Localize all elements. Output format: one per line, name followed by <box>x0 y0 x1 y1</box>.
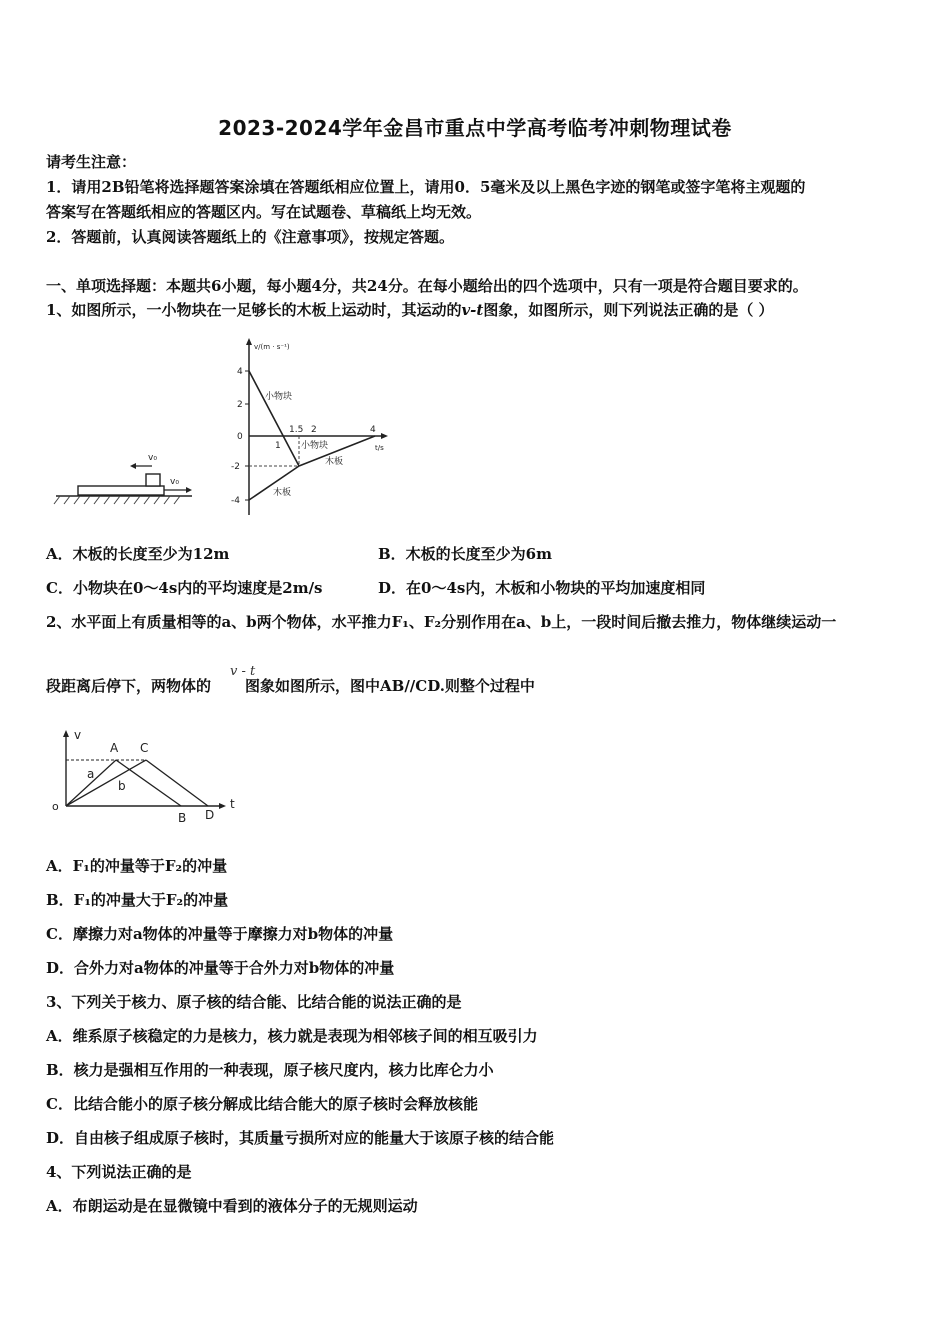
y-tick-neg2: -2 <box>231 462 240 472</box>
y-axis-label: v/(m · s⁻¹) <box>254 343 290 351</box>
q2-y-label: v <box>74 728 82 742</box>
small-block <box>146 474 160 486</box>
x-tick-1: 1 <box>275 441 281 451</box>
section-heading: 一、单项选择题：本题共6小题，每小题4分，共24分。在每小题给出的四个选项中，只有一项是符合题目要求的。 <box>46 277 808 295</box>
line-b-rise <box>66 760 146 806</box>
question-1-stem <box>46 300 774 320</box>
q1-stem-vt: v-t <box>461 301 484 319</box>
q2-vt-graph <box>50 722 250 832</box>
point-a-label: A <box>110 741 119 755</box>
q1-stem-b: 图象，如图所示，则下列说法正确的是（ ） <box>483 301 774 319</box>
x-tick-4: 4 <box>370 425 376 435</box>
y-tick-0: 0 <box>237 432 243 442</box>
question-2-stem-b <box>46 676 535 696</box>
q1-vt-graph <box>225 335 400 520</box>
q2-option-b[interactable]: B．F₁的冲量大于F₂的冲量 <box>46 891 229 909</box>
block-line <box>249 371 299 466</box>
block-v0-label: v₀ <box>148 453 157 463</box>
notice-line-2: 2．答题前，认真阅读答题纸上的《注意事项》，按规定答题。 <box>46 228 454 246</box>
q3-option-d[interactable]: D．自由核子组成原子核时，其质量亏损所对应的能量大于该原子核的结合能 <box>46 1129 555 1147</box>
series-b-label: b <box>118 779 126 793</box>
label-board-lower: 木板 <box>273 488 292 498</box>
q1-stem-a: 1、如图所示，一小物块在一足够长的木板上运动时，其运动的 <box>46 301 462 319</box>
y-tick-4: 4 <box>237 367 243 377</box>
label-block-lower: 小物块 <box>301 441 329 451</box>
q2-x-label: t <box>230 797 235 811</box>
page-title: 2023-2024学年金昌市重点中学高考临考冲刺物理试卷 <box>218 116 732 140</box>
q1-option-b[interactable]: B．木板的长度至少为6m <box>378 545 552 563</box>
line-a-fall <box>116 760 181 806</box>
series-a-label: a <box>87 767 95 781</box>
q4-option-a[interactable]: A．布朗运动是在显微镜中看到的液体分子的无规则运动 <box>46 1197 418 1215</box>
q3-option-a[interactable]: A．维系原子核稳定的力是核力，核力就是表现为相邻核子间的相互吸引力 <box>46 1027 538 1045</box>
q2-vt-label: v - t <box>230 664 256 679</box>
x-tick-1.5: 1.5 <box>289 425 304 435</box>
q2-option-a[interactable]: A．F₁的冲量等于F₂的冲量 <box>46 857 228 875</box>
board <box>78 486 164 495</box>
q1-block-figure <box>52 444 202 508</box>
q2-stem-b2: 图象如图所示，图中AB//CD.则整个过程中 <box>245 677 535 695</box>
label-block-upper: 小物块 <box>265 392 293 402</box>
notice-line-1: 1．请用2B铅笔将选择题答案涂填在答题纸相应位置上，请用0．5毫米及以上黑色字迹的钢笔或签字笔将主观题的 <box>46 178 806 196</box>
q1-option-d[interactable]: D．在0～4s内，木板和小物块的平均加速度相同 <box>378 579 706 597</box>
y-tick-neg4: -4 <box>231 496 240 506</box>
q2-origin-label: o <box>52 800 59 813</box>
notice-heading: 请考生注意： <box>46 153 137 171</box>
label-board-right: 木板 <box>325 457 344 467</box>
x-tick-2: 2 <box>311 425 317 435</box>
point-b-label: B <box>178 811 187 825</box>
q1-option-c[interactable]: C．小物块在0～4s内的平均速度是2m/s <box>46 579 323 597</box>
q3-option-b[interactable]: B．核力是强相互作用的一种表现，原子核尺度内，核力比库仑力小 <box>46 1061 494 1079</box>
y-tick-2: 2 <box>237 400 243 410</box>
notice-line-1b: 答案写在答题纸相应的答题区内。写在试题卷、草稿纸上均无效。 <box>46 203 482 221</box>
q2-option-d[interactable]: D．合外力对a物体的冲量等于合外力对b物体的冲量 <box>46 959 395 977</box>
q1-option-a[interactable]: A．木板的长度至少为12m <box>46 545 230 563</box>
q2-stem-b1: 段距离后停下，两物体的 <box>46 677 212 695</box>
line-b-fall <box>146 760 208 806</box>
x-axis-label: t/s <box>375 444 384 452</box>
point-c-label: C <box>140 741 149 755</box>
question-2-stem-a: 2、水平面上有质量相等的a、b两个物体，水平推力F₁、F₂分别作用在a、b上，一段时间后撤去推力，物体继续运动一 <box>46 613 837 631</box>
q2-option-c[interactable]: C．摩擦力对a物体的冲量等于摩擦力对b物体的冲量 <box>46 925 394 943</box>
board-v0-label: v₀ <box>170 477 179 487</box>
question-3-stem: 3、下列关于核力、原子核的结合能、比结合能的说法正确的是 <box>46 993 462 1011</box>
point-d-label: D <box>205 808 215 822</box>
question-4-stem: 4、下列说法正确的是 <box>46 1163 192 1181</box>
q3-option-c[interactable]: C．比结合能小的原子核分解成比结合能大的原子核时会释放核能 <box>46 1095 478 1113</box>
